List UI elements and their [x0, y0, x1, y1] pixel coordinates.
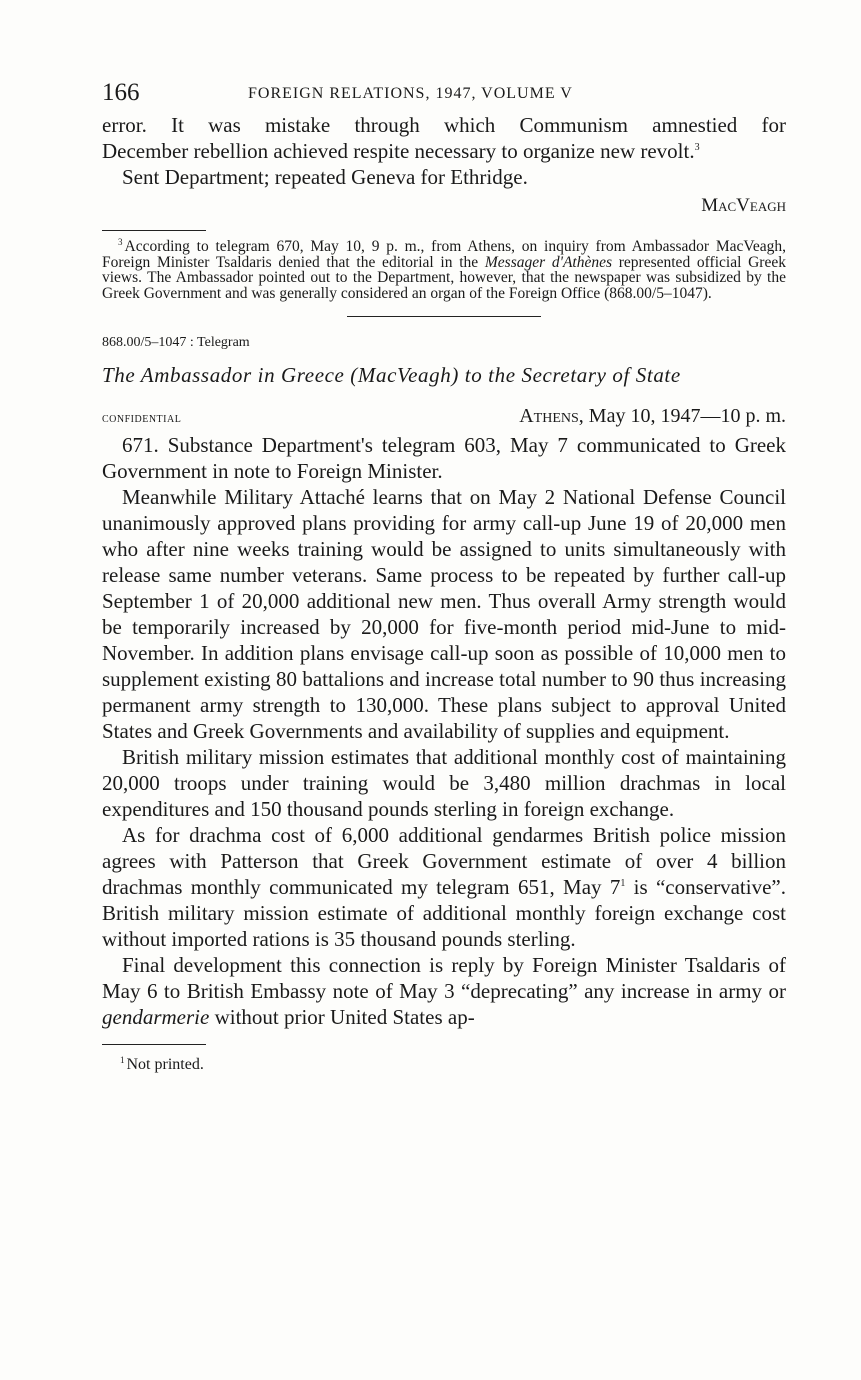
newspaper-title: Messager d'Athènes [484, 253, 613, 271]
document-title: The Ambassador in Greece (MacVeagh) to the Secretary of State [102, 363, 681, 387]
sent-line: Sent Department; repeated Geneva for Ethridge. [122, 165, 528, 189]
paragraph: British military mission estimates that additional monthly cost of maintaining 20,000 troops under training would be 3,480 million drachmas in local expenditures and 150 thousand pounds sterling in foreign exchange. [102, 745, 786, 821]
paragraph: Final development this connection is reply by Foreign Minister Tsaldaris of May 6 to British Embassy note of May 3 “deprecating” any increase in army or gendarmerie without prior United States ap- [102, 953, 786, 1029]
continuation-text [102, 112, 786, 190]
italic-term: gendarmerie [102, 1005, 210, 1029]
dateline-place: Athens [519, 405, 579, 427]
footnote-1: $^1$ Not printed. [120, 1054, 204, 1073]
page-number: 166 [102, 79, 140, 106]
dateline-date: , May 10, 1947—10 p. m. [578, 405, 786, 427]
footnote-mark: 1 [620, 878, 626, 889]
footnote-rule [102, 1044, 206, 1045]
continuation-line: error. It was mistake through which Communism amnestied for [102, 113, 786, 137]
signature: MacVeagh [701, 195, 786, 216]
footnote-mark: 3 [118, 236, 123, 247]
footnote-mark: 3 [694, 142, 700, 153]
telegram-body [102, 432, 786, 1030]
dateline [519, 405, 786, 428]
document-file-reference: 868.00/5–1047 : Telegram [102, 335, 250, 350]
footnote-mark: 1 [120, 1054, 125, 1065]
classification-label: confidential [102, 411, 182, 426]
page-header [102, 78, 786, 112]
paragraph: Meanwhile Military Attaché learns that on May 2 National Defense Council unanimously approved plans providing for army call-up June 19 of 20,000 men who after nine weeks training would be assigned to units simultaneously with release same number veterans. Same process to be repeated by further call-up September 1 of 20,000 additional new men. Thus overall Army strength would be temporarily increased by 20,000 for five-month period mid-June to mid-November. In addition plans envisage call-up soon as possible of 10,000 men to supplement existing 80 battalions and increase total number to 90 thus increasing permanent army strength to 130,000. These plans subject to approval United States and Greek Governments and availability of supplies and equipment. [102, 485, 786, 743]
footnote-3: $^3$ According to telegram 670, May 10, 9 p. m., from Athens, on inquiry from Ambassador MacVeagh, Foreign Minister Tsaldaris denied that the editorial in the Messager d'Athènes represented official Greek views. The Ambassador pointed out to the Department, however, that the newspaper was subsidized by the Greek Government and was generally considered an organ of the Foreign Office (868.00/5–1047). [102, 236, 786, 302]
continuation-line: December rebellion achieved respite necessary to organize new revolt.$^3$ [102, 139, 700, 163]
footnote-rule [102, 230, 206, 231]
dateline-row [102, 405, 786, 428]
paragraph: 671. Substance Department's telegram 603, May 7 communicated to Greek Government in note to Foreign Minister. [102, 433, 786, 483]
section-divider [347, 316, 541, 317]
document-page [102, 78, 786, 1075]
running-head: FOREIGN RELATIONS, 1947, VOLUME V [248, 85, 573, 102]
paragraph: As for drachma cost of 6,000 additional gendarmes British police mission agrees with Patterson that Greek Government estimate of over 4 billion drachmas monthly communicated my telegram 651, May $7^1$ is “conservative”. British military mission estimate of additional monthly foreign exchange cost without imported rations is 35 thousand pounds sterling. [102, 823, 786, 951]
